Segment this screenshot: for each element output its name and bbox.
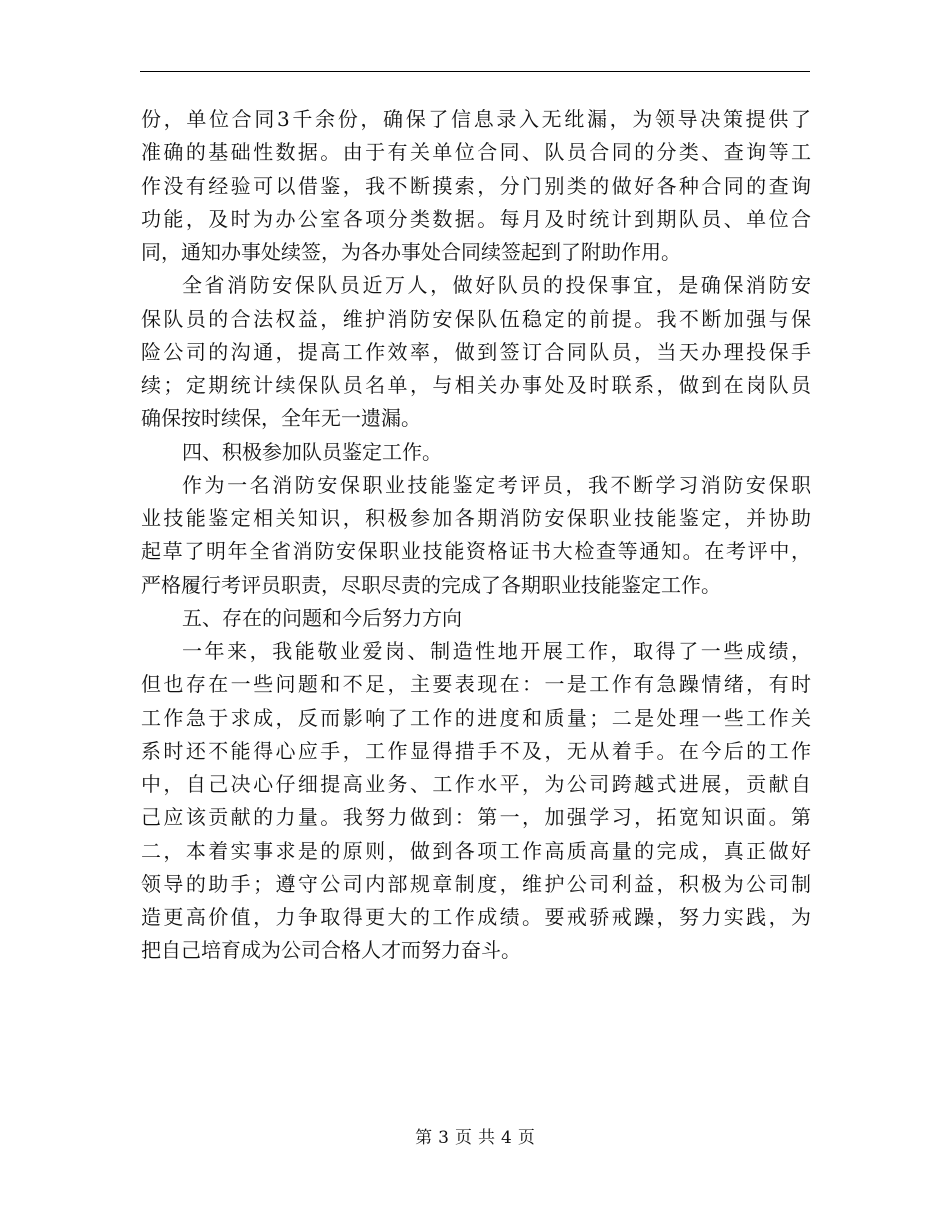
text-line: 保队员的合法权益，维护消防安保队伍稳定的前提。我不断加强与保 bbox=[141, 306, 811, 331]
text-line: 同，通知办事处续签，为各办事处合同续签起到了附助作用。 bbox=[141, 240, 681, 264]
page-footer bbox=[0, 1128, 950, 1148]
text-line: 严格履行考评员职责，尽职尽责的完成了各期职业技能鉴定工作。 bbox=[141, 572, 721, 597]
footer-suffix: 页 bbox=[517, 1128, 535, 1148]
text-line: 把自己培育成为公司合格人才而努力奋斗。 bbox=[141, 938, 521, 963]
header-rule bbox=[140, 71, 810, 72]
text-line: 份，单位合同3千余份，确保了信息录入无纰漏，为领导决策提供了 bbox=[141, 107, 811, 131]
text-line: 己应该贡献的力量。我努力做到：第一，加强学习，拓宽知识面。第 bbox=[141, 805, 811, 830]
footer-page-word: 页 bbox=[455, 1128, 472, 1148]
text-line: 作为一名消防安保职业技能鉴定考评员，我不断学习消防安保职 bbox=[182, 472, 811, 497]
text-line: 但也存在一些问题和不足，主要表现在：一是工作有急躁情绪，有时 bbox=[141, 672, 811, 697]
text-line: 五、存在的问题和今后努力方向 bbox=[182, 605, 462, 630]
footer-current-page: 3 bbox=[438, 1128, 449, 1148]
text-line: 业技能鉴定相关知识，积极参加各期消防安保职业技能鉴定，并协助 bbox=[141, 506, 811, 530]
text-line: 系时还不能得心应手，工作显得措手不及，无从着手。在今后的工作 bbox=[141, 738, 811, 763]
text-line: 二，本着实事求是的原则，做到各项工作高质高量的完成，真正做好 bbox=[141, 838, 811, 863]
text-line: 全省消防安保队员近万人，做好队员的投保事宜，是确保消防安 bbox=[182, 273, 811, 298]
text-line: 造更高价值，力争取得更大的工作成绩。要戒骄戒躁，努力实践，为 bbox=[141, 905, 811, 929]
body-text bbox=[141, 103, 811, 968]
footer-prefix: 第 bbox=[415, 1128, 433, 1148]
text-line: 领导的助手；遵守公司内部规章制度，维护公司利益，积极为公司制 bbox=[141, 871, 811, 896]
text-line: 险公司的沟通，提高工作效率，做到签订合同队员，当天办理投保手 bbox=[141, 339, 811, 364]
text-line: 工作急于求成，反而影响了工作的进度和质量；二是处理一些工作关 bbox=[141, 705, 811, 730]
footer-total-word: 共 bbox=[478, 1128, 495, 1148]
text-line: 功能，及时为办公室各项分类数据。每月及时统计到期队员、单位合 bbox=[141, 206, 811, 231]
text-line: 一年来，我能敬业爱岗、制造性地开展工作，取得了一些成绩， bbox=[182, 639, 811, 663]
text-line: 中，自己决心仔细提高业务、工作水平，为公司跨越式进展，贡献自 bbox=[141, 772, 811, 796]
footer-total-pages: 4 bbox=[501, 1128, 512, 1148]
text-line: 续；定期统计续保队员名单，与相关办事处及时联系，做到在岗队员 bbox=[141, 373, 811, 397]
text-line: 准确的基础性数据。由于有关单位合同、队员合同的分类、查询等工 bbox=[141, 140, 811, 165]
text-line: 起草了明年全省消防安保职业技能资格证书大检查等通知。在考评中， bbox=[141, 539, 811, 564]
text-line: 作没有经验可以借鉴，我不断摸索，分门别类的做好各种合同的查询 bbox=[141, 173, 811, 198]
text-line: 确保按时续保，全年无一遗漏。 bbox=[141, 406, 421, 431]
text-line: 四、积极参加队员鉴定工作。 bbox=[182, 439, 442, 464]
